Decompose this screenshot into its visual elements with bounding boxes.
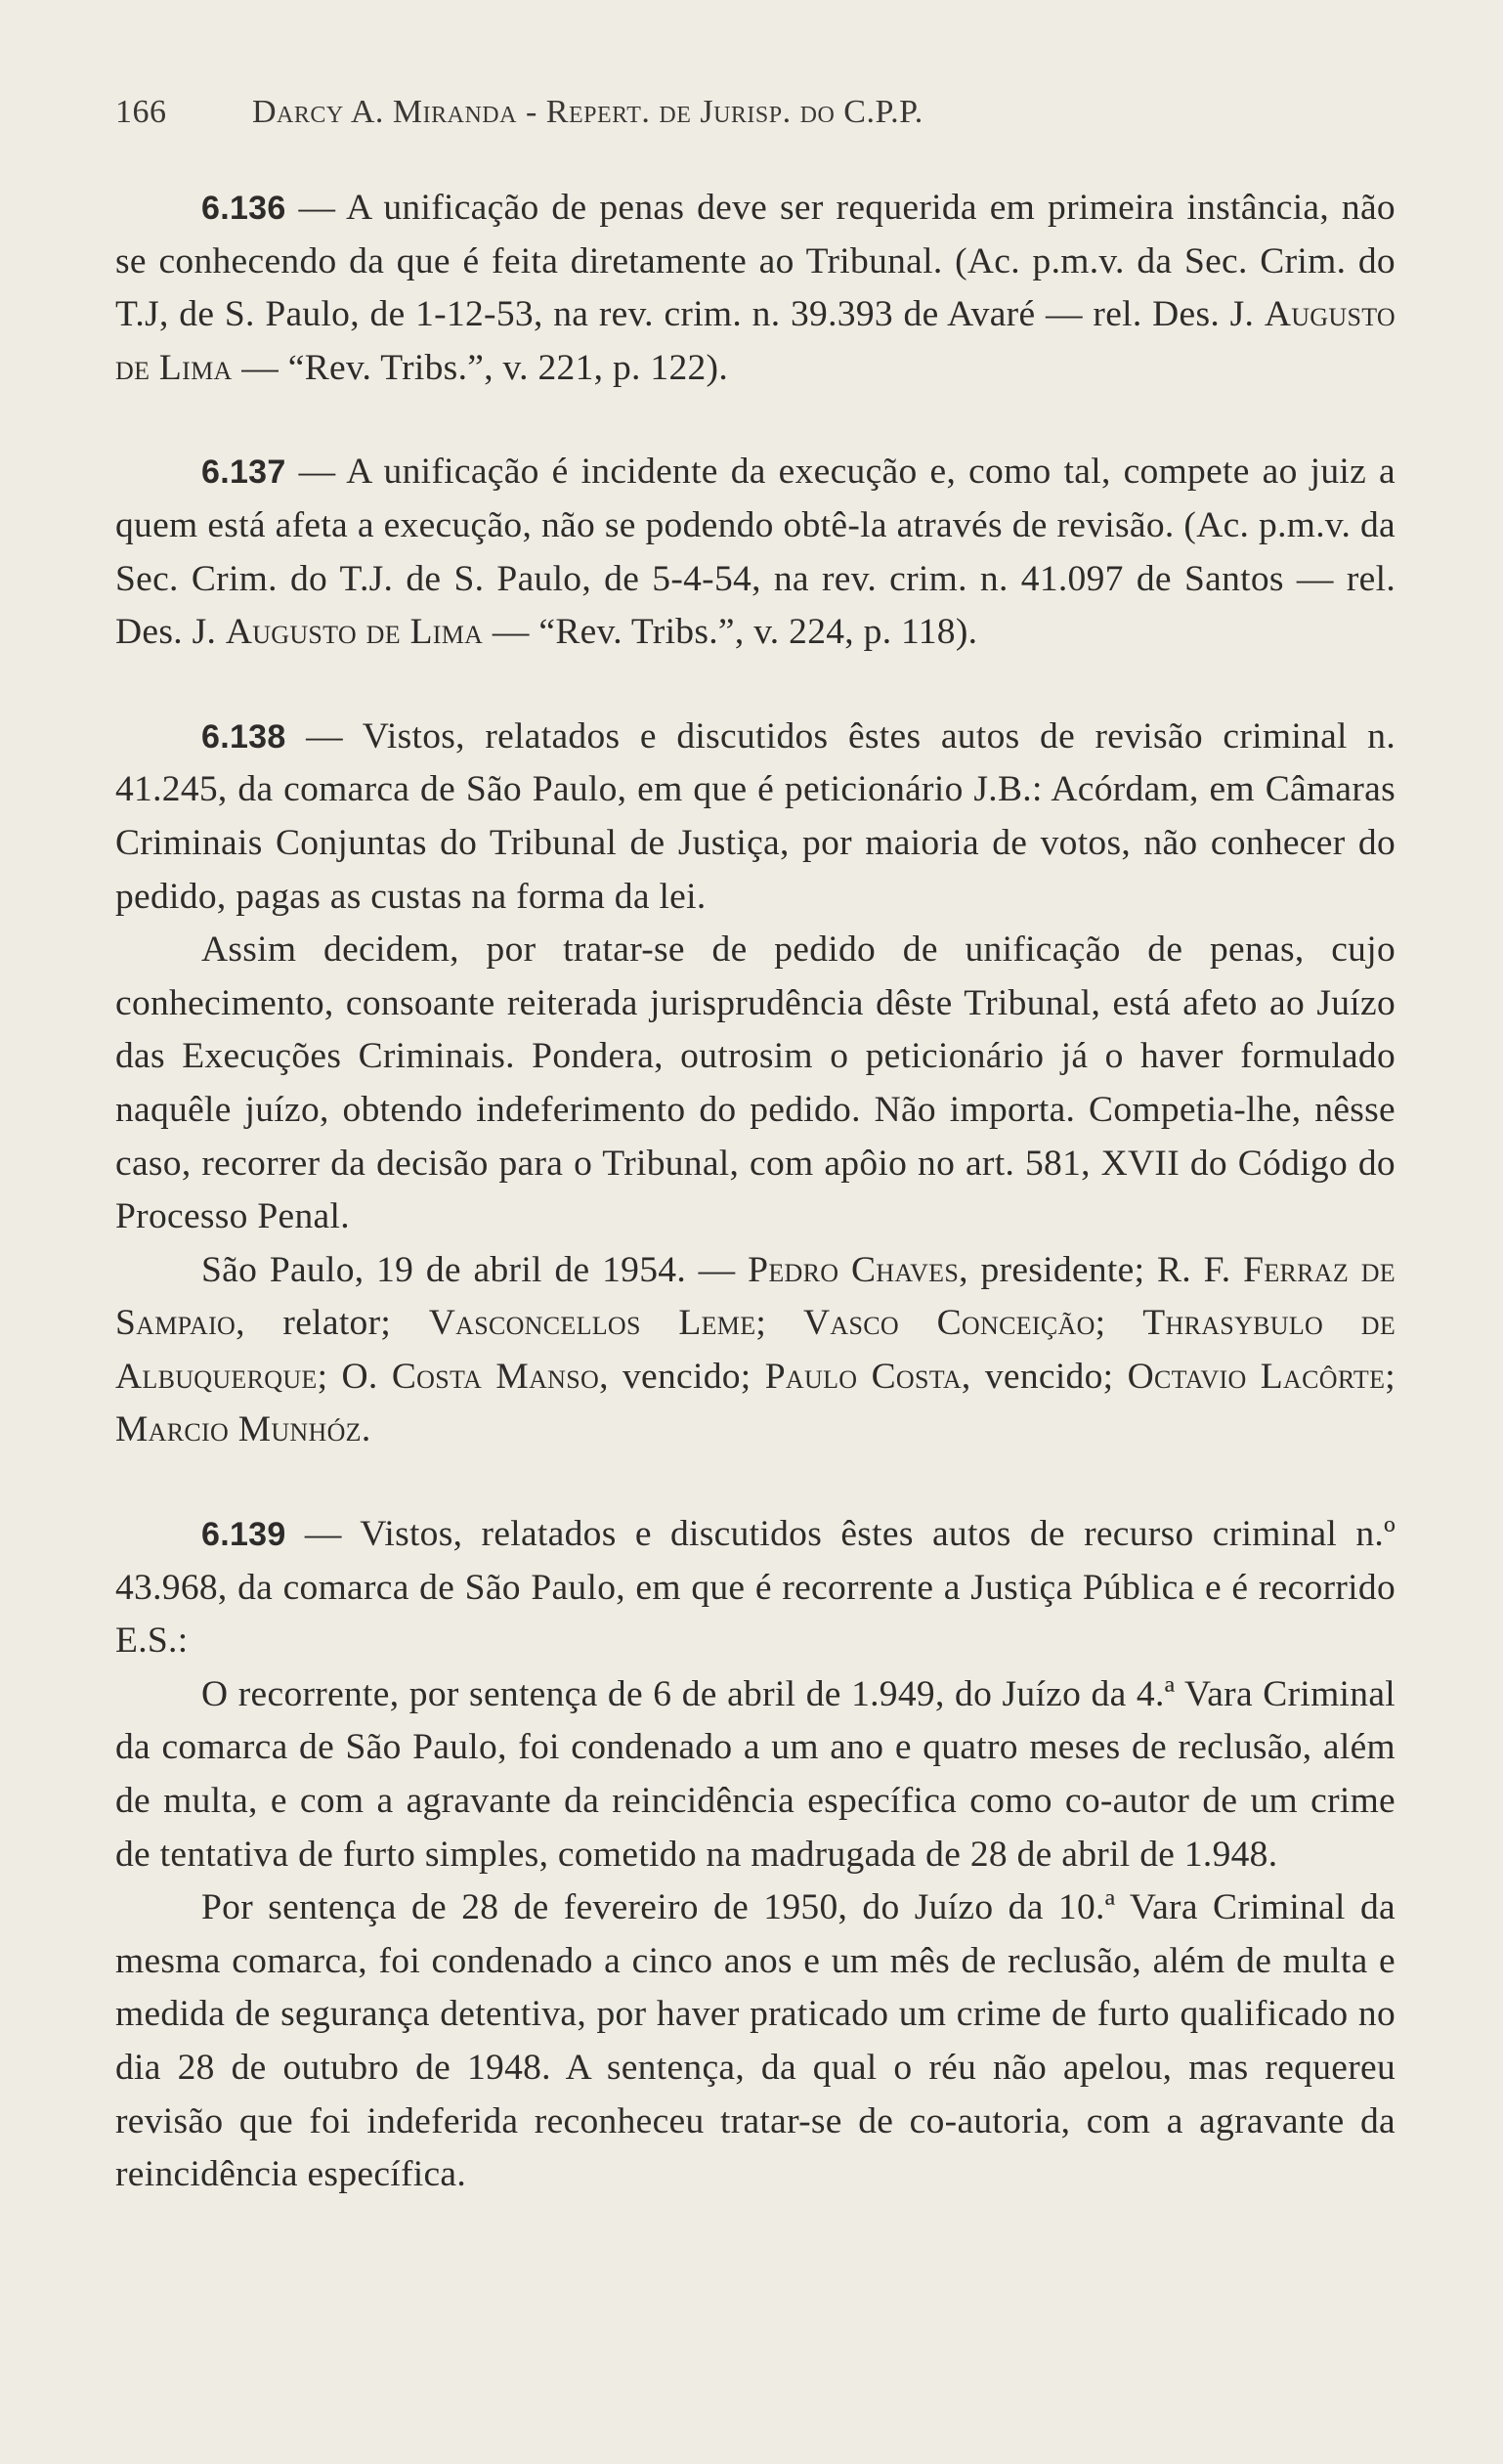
entry-6-138	[115, 711, 1396, 924]
entry-dash: —	[298, 452, 336, 493]
judge-name: Paulo Costa	[764, 1356, 962, 1397]
entry-number: 6.138	[201, 717, 286, 756]
citation-tail: — “Rev. Tribs.”, v. 224, p. 118).	[483, 612, 978, 653]
relator-name: R. F. Ferraz de Sampaio	[115, 1249, 1396, 1344]
entry-6-136	[115, 182, 1396, 395]
entry-dash: —	[306, 715, 343, 756]
entry-number: 6.137	[201, 454, 286, 492]
relator-role: , relator;	[236, 1303, 429, 1344]
entry-text: A unificação de penas deve ser requerida em primeira instância, não se conhecendo da que é feita diretamente ao Tribunal. (Ac. p.m.v. da Sec. Crim. do T.J, de S. Paulo, de 1-12-53, na rev. crim. n. 39.393 de Avaré — rel. Des. J.	[115, 188, 1396, 335]
judges-list: Octavio Lacôrte; Marcio Munhóz	[115, 1356, 1396, 1450]
entry-6-139	[115, 1508, 1396, 1668]
entry-text: A unificação é incidente da execução e, como tal, compete ao juiz a quem está afeta a execução, não se podendo obtê-la através de revisão. (Ac. p.m.v. da Sec. Crim. do T.J. de S. Paulo, de 5-4-54, na rev. crim. n. 41.097 de Santos — rel. Des. J.	[115, 452, 1396, 653]
vencido-note: , vencido;	[961, 1356, 1128, 1397]
president-role: , presidente;	[959, 1249, 1157, 1290]
entry-number: 6.139	[201, 1516, 286, 1554]
place-date: São Paulo, 19 de abril de 1954. —	[201, 1249, 749, 1290]
vencido-note: , vencido;	[599, 1356, 765, 1397]
citation-tail: — “Rev. Tribs.”, v. 221, p. 122).	[232, 347, 729, 388]
entry-text: Vistos, relatados e discutidos êstes autos de revisão criminal n. 41.245, da comarca de São Paulo, em que é peticionário J.B.: Acórdam, em Câmaras Criminais Conjuntas do Tribunal de Justiça, por maioria de votos, não conhecer do pedido, pagas as custas na forma da lei.	[115, 715, 1396, 917]
judge-name: Augusto de Lima	[225, 612, 484, 653]
signature-end: .	[361, 1409, 371, 1450]
entry-number: 6.136	[201, 190, 286, 227]
running-title: Darcy A. Miranda - Repert. de Jurisp. do C.P.P.	[252, 94, 923, 130]
judge-name: Augusto de Lima	[115, 294, 1396, 388]
page-number: 166	[115, 94, 167, 130]
judges-list: Vasconcellos Leme; Vasco Conceição; Thrasybulo de Albuquerque; O. Costa Manso	[115, 1303, 1396, 1397]
president-name: Pedro Chaves	[748, 1249, 960, 1290]
entry-text: Vistos, relatados e discutidos êstes autos de recurso criminal n.º 43.968, da comarca de São Paulo, em que é recorrente a Justiça Pública e é recorrido E.S.:	[115, 1514, 1396, 1662]
paragraph: Assim decidem, por tratar-se de pedido de unificação de penas, cujo conhecimento, consoante reiterada jurisprudência dêste Tribunal, está afeto ao Juízo das Execuções Criminais. Pondera, outrosim o peticionário já o haver formulado naquêle juízo, obtendo indeferimento do pedido. Não importa. Competia-lhe, nêsse caso, recorrer da decisão para o Tribunal, com apôio no art. 581, XVII do Código do Processo Penal.	[115, 929, 1396, 1237]
entry-6-137	[115, 446, 1396, 659]
paragraph: Por sentença de 28 de fevereiro de 1950, do Juízo da 10.ª Vara Criminal da mesma comarca, foi condenado a cinco anos e um mês de reclusão, além de multa e medida de segurança detentiva, por haver praticado um crime de furto qualificado no dia 28 de outubro de 1948. A sentença, da qual o réu não apelou, mas requereu revisão que foi indeferida reconheceu tratar-se de co-autoria, com a agravante da reincidência específica.	[115, 1887, 1396, 2195]
running-header	[115, 94, 1396, 131]
signature-block	[115, 1244, 1396, 1457]
entry-dash: —	[298, 188, 336, 228]
entry-dash: —	[304, 1514, 342, 1555]
body-text	[115, 182, 1396, 2202]
paragraph: O recorrente, por sentença de 6 de abril de 1.949, do Juízo da 4.ª Vara Criminal da comarca de São Paulo, foi condenado a um ano e quatro meses de reclusão, além de multa, e com a agravante da reincidência específica como co-autor de um crime de tentativa de furto simples, cometido na madrugada de 28 de abril de 1.948.	[115, 1673, 1396, 1875]
